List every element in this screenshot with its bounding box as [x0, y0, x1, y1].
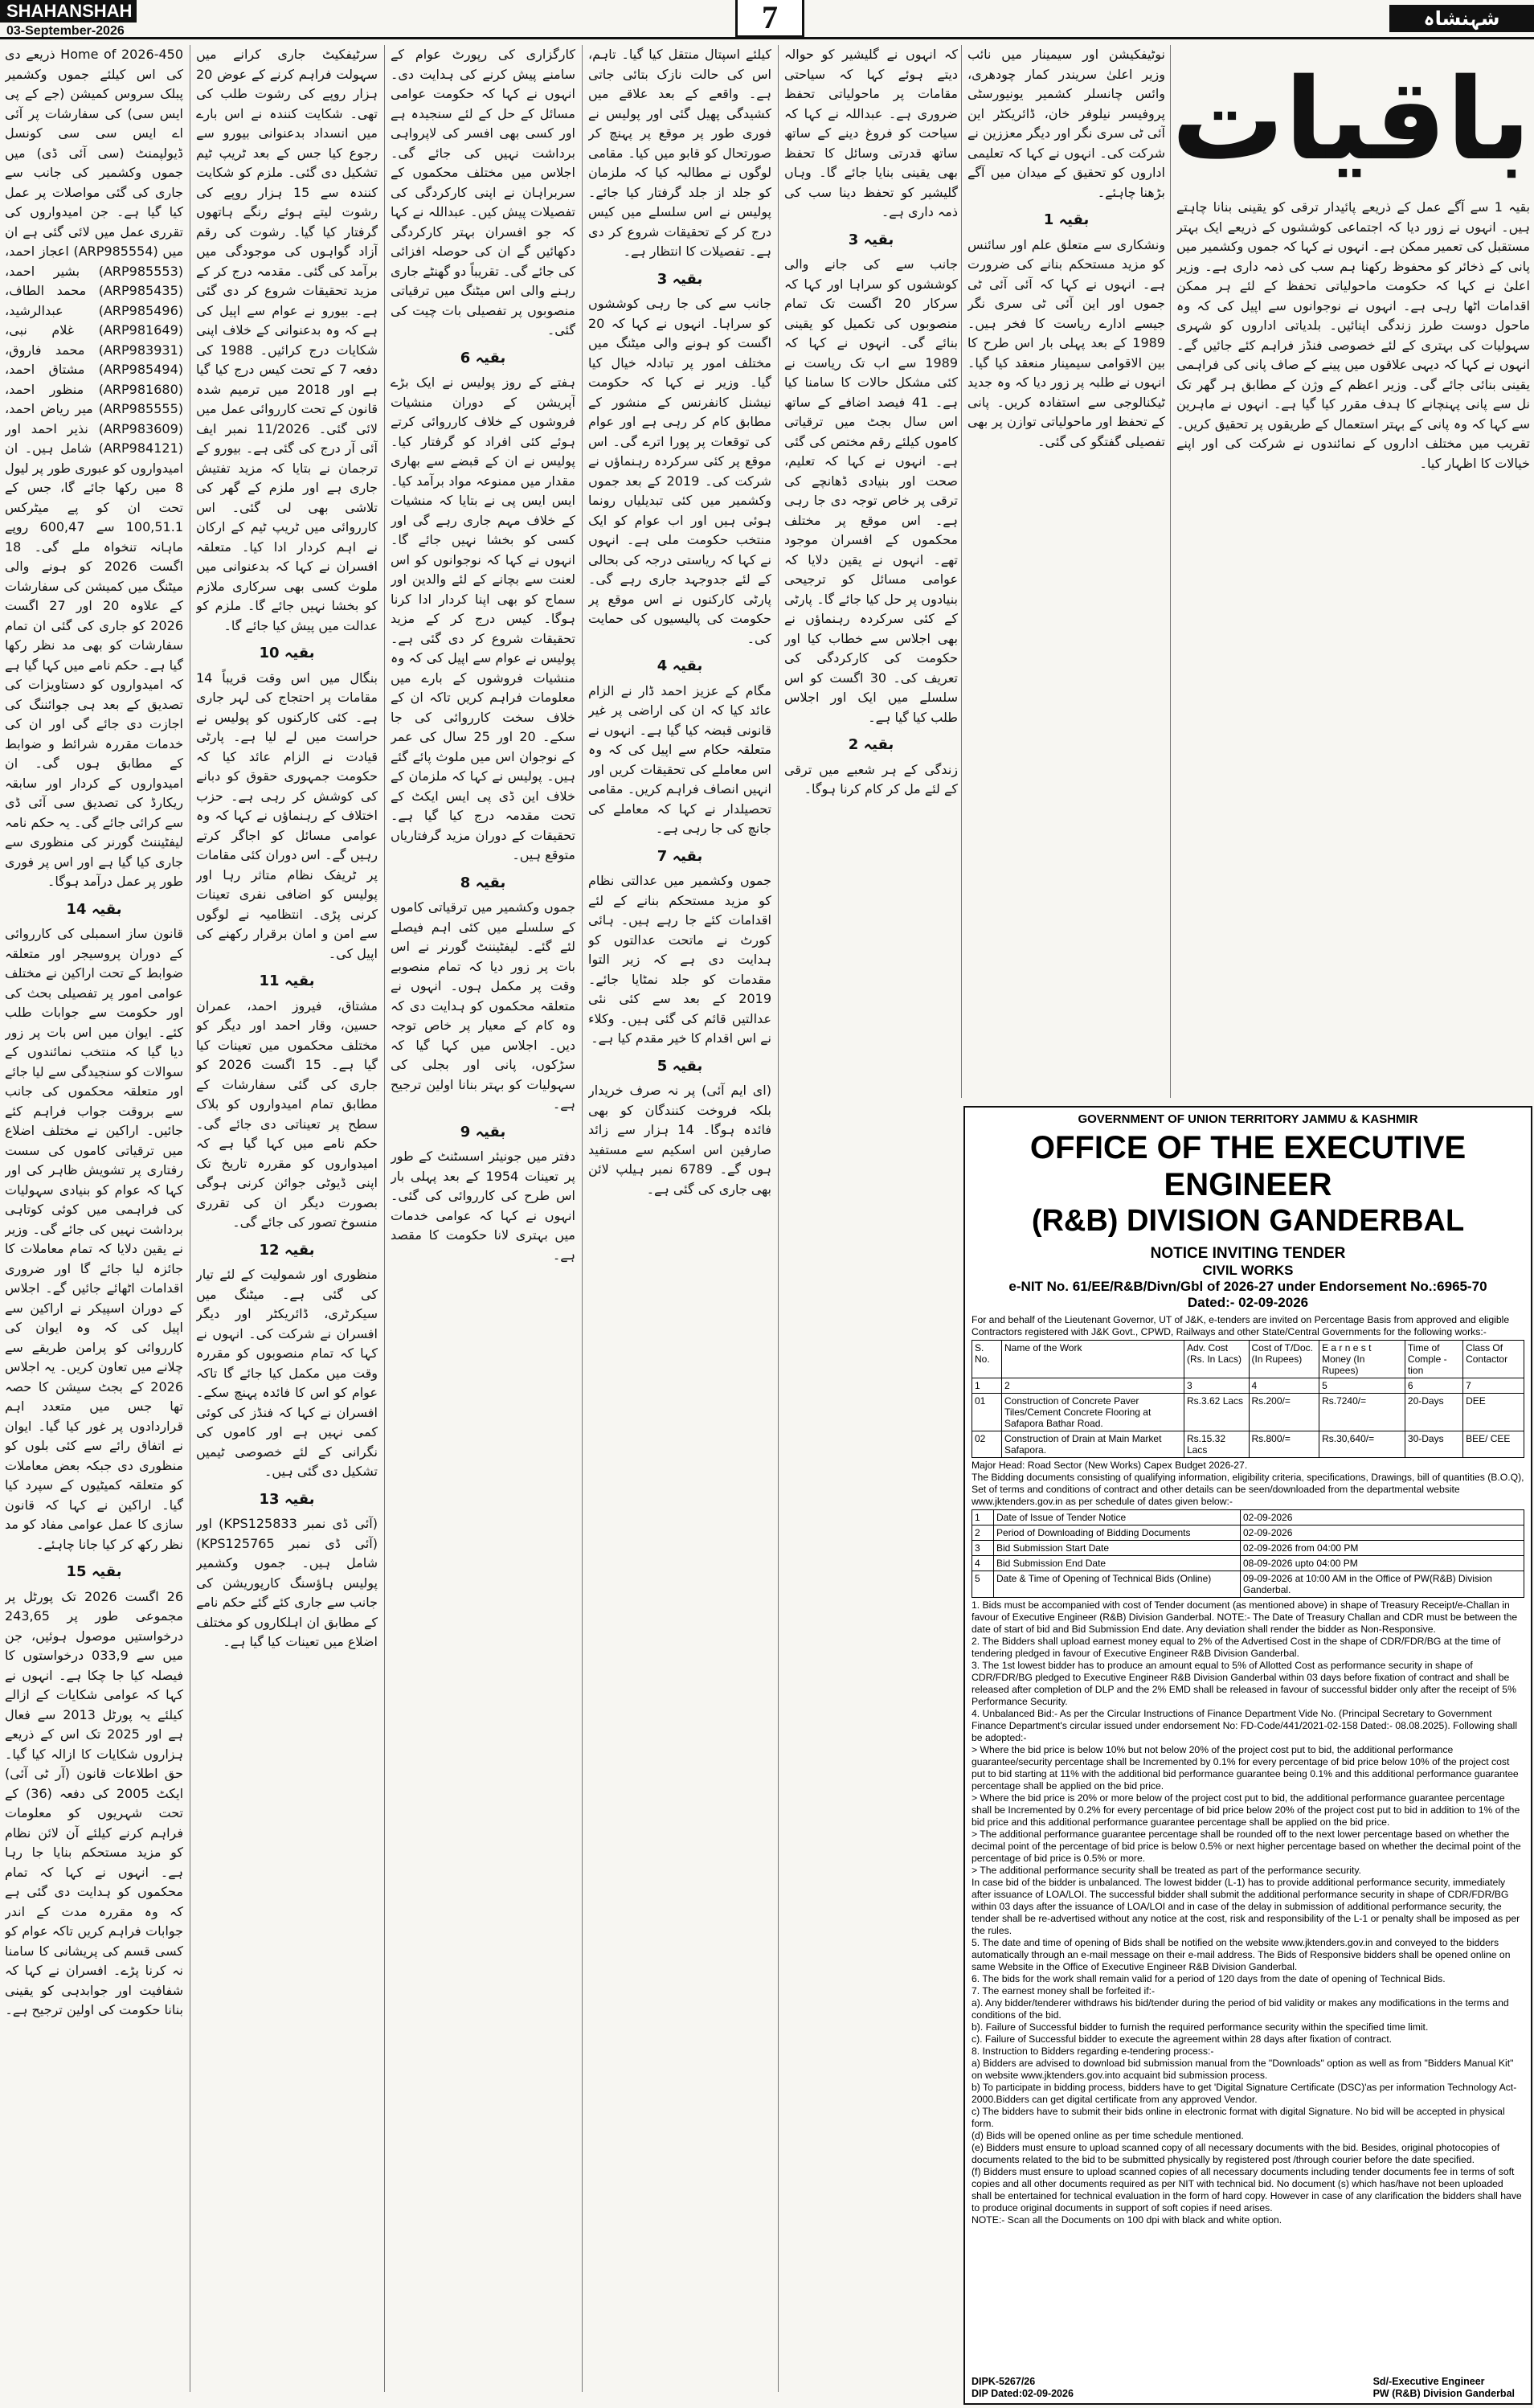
- table-cell: 02: [972, 1431, 1002, 1458]
- section-title: باقیات: [1171, 55, 1531, 186]
- condition-item: (d) Bids will be opened online as per time schedule mentioned.: [972, 2130, 1244, 2141]
- condition-item: 6. The bids for the work shall remain valid for a period of 120 days from the date of opening of Technical Bids.: [972, 1973, 1446, 1984]
- section-heading: بقیہ 1: [1043, 211, 1090, 228]
- table-cell: 4: [972, 1556, 994, 1571]
- signatory-title: Sd/-Executive Engineer: [1372, 2376, 1485, 2387]
- table-cell: 02-09-2026 from 04:00 PM: [1241, 1541, 1524, 1556]
- article-paragraph: مگام کے عزیز احمد ڈار نے الزام عائد کیا کہ ان کی اراضی پر غیر قانونی قبضہ کیا گیا ہے۔ انہوں نے متعلقہ حکام سے اپیل کی کہ وہ اس معاملے کی تحقیقات کریں اور انہیں انصاف فراہم کریں۔ مقامی تحصیلدار نے کہا کہ معاملے کی جانچ کی جا رہی ہے۔: [588, 682, 771, 836]
- condition-item: 1. Bids must be accompanied with cost of Tender document (as mentioned above) in shape of Treasury Receipt/e-Challan in favour of Executive Engineer (R&B) Division Ganderbal. NOTE:- The Date of Treasury Challan and CDR must be between the date of start of bid and Bid Submission End date. Any deviation shall render the bidder as Non-Responsive.: [972, 1599, 1518, 1635]
- news-column-1: [5, 45, 183, 2392]
- ad-office-title: OFFICE OF THE EXECUTIVE ENGINEER: [1029, 1130, 1467, 1202]
- ad-major-head: Major Head: Road Sector (New Works) Capex Budget 2026-27.: [972, 1460, 1248, 1471]
- table-row: [972, 1525, 1524, 1541]
- table-cell: Bid Submission Start Date: [994, 1541, 1241, 1556]
- page-number: 7: [735, 0, 804, 38]
- table-cell: Date & Time of Opening of Technical Bids (Online): [994, 1571, 1241, 1598]
- table-cell: Construction of Drain at Main Market Safapora.: [1002, 1431, 1184, 1458]
- article-paragraph: ہفتے کے روز پولیس نے ایک بڑے آپریشن کے دوران منشیات فروشوں کے خلاف کارروائی کرتے ہوئے کئی افراد کو گرفتار کیا۔ پولیس نے ان کے قبضے سے بھاری مقدار میں ممنوعہ مواد برآمد کیا۔ ایس ایس پی نے بتایا کہ منشیات کے خلاف مہم جاری رہے گی اور کسی کو بخشا نہیں جائے گا۔ انہوں نے کہا کہ نوجوانوں کو اس لعنت سے بچانے کے لئے والدین اور سماج کو بھی اپنا کردار ادا کرنا ہوگا۔ کیس درج کر کے مزید تحقیقات شروع کر دی گئی ہے۔ پولیس نے عوام سے اپیل کی کہ وہ منشیات فروشوں کے بارے میں معلومات فراہم کریں تاکہ ان کے خلاف سخت کارروائی کی جا سکے۔ 20 اور 25 سال کی عمر کے نوجوان اس میں ملوث پائے گئے ہیں۔ پولیس نے کہا کہ ملزمان کے خلاف این ڈی پی ایس ایکٹ کے تحت مقدمہ درج کیا گیا ہے۔ تحقیقات کے دوران مزید گرفتاریاں متوقع ہیں۔: [391, 375, 575, 862]
- dip-dated: DIP Dated:02-09-2026: [972, 2388, 1074, 2399]
- table-cell: 3: [972, 1541, 994, 1556]
- table-cell: Rs.15.32 Lacs: [1184, 1431, 1250, 1458]
- condition-item: > The additional performance guarantee percentage shall be rounded off to the next lower percentage based on whether the decimal point of the percentage of bid price is below 0.5% or next higher percentage based on whether the decimal point of the percentage of bid price is 0.5% or more.: [972, 1829, 1521, 1864]
- condition-item: 2. The Bidders shall upload earnest money equal to 2% of the Advertised Cost in the shape of CDR/FDR/BG at the time of tendering pledged in favour of Executive Engineer R&B Division Ganderbal.: [972, 1636, 1501, 1659]
- ad-works-title: CIVIL WORKS: [1202, 1263, 1294, 1278]
- condition-item: > Where the bid price is 20% or more below of the project cost put to bid, the additional performance guarantee percentage shall be Incremented by 0.2% for every percentage of bid price below 20% of the project cost put to bid in addition to 1% of the bid price and this additional performance guarantee percentage shall be applied on the bid price.: [972, 1792, 1520, 1828]
- table-cell: 2: [1002, 1378, 1184, 1394]
- condition-item: b) To participate in bidding process, bidders have to get 'Digital Signature Certificate (DSC)'as per information Technology Act-2000.Bidders can get digital certificate from any approved Vendor.: [972, 2082, 1517, 2105]
- table-header-cell: Time of Comple -tion: [1405, 1341, 1462, 1378]
- table-cell: 30-Days: [1405, 1431, 1462, 1458]
- ad-enit-number: e-NIT No. 61/EE/R&B/Divn/Gbl of 2026-27 under Endorsement No.:6965-70: [1008, 1279, 1487, 1294]
- section-heading: بقیہ 14: [66, 900, 122, 918]
- news-column-3: [391, 45, 575, 2392]
- table-header-cell: Adv. Cost (Rs. In Lacs): [1184, 1341, 1250, 1378]
- column-divider: [384, 45, 385, 2392]
- column-divider: [961, 45, 962, 1098]
- condition-item: 5. The date and time of opening of Bids shall be notified on the website www.jktenders.gov.in and conveyed to the bidders automatically through an e-mail message on their e-mail address. The Bids of Responsive bidders shall be opened online on same Website in the Office of Executive Engineer R&B Division Ganderbal.: [972, 1937, 1511, 1972]
- article-paragraph: Home of 2026-450 ذریعے دی کی اس کیلئے جموں وکشمیر پبلک سروس کمیشن (جے کے پی ایس سی) کی سفارشات پر آئی اے ایس سی سی کونسل ڈیولپمنٹ (سی آئی ڈی) میں جموں وکشمیر کی جانب سے جاری کی گئی مواصلات پر عمل کیا گیا ہے۔ جن امیدواروں کی تقرری عمل میں لائی گئی ہے ان میں (ARP985554) اعجاز احمد، (ARP985553) بشیر احمد، (ARP985435) محمد الطاف، (ARP985496) عبدالرشید، (ARP981649) غلام نبی، (ARP983931) محمد فاروق، (ARP985494) مشتاق احمد، (ARP981680) منظور احمد، (ARP985555) میر ریاض احمد، (ARP983609) نذیر احمد اور (ARP984121) شامل ہیں۔ ان امیدواروں کو عبوری طور پر لیول 8 میں رکھا جائے گا، جس کے تحت ان کو پے میٹرکس 100,51.1 سے 600,47 روپے ماہانہ تنخواہ ملے گی۔ 18 اگست 2026 کو ہونے والی میٹنگ میں کمیشن کی سفارشات کے علاوہ 20 اور 27 اگست 2026 کو جاری کی گئی ان تمام سفارشات کو بھی مد نظر رکھا گیا ہے۔ حکم نامے میں کہا گیا ہے کہ امیدواروں کو دستاویزات کی تصدیق کے بعد ہی جوائننگ کی اجازت دی جائے گی اور ان کی خدمات مقررہ شرائط و ضوابط کے مطابق ہوں گی۔ ان امیدواروں کے کردار اور سابقہ ریکارڈ کی تصدیق سی آئی ڈی سے کرائی جائے گی۔ یہ حکم نامہ لیفٹیننٹ گورنر کی منظوری سے جاری کیا گیا ہے اور اس پر فوری طور پر عمل درآمد ہوگا۔: [5, 47, 183, 889]
- table-header-cell: Name of the Work: [1002, 1341, 1184, 1378]
- condition-item: In case bid of the bidder is unbalanced. The lowest bidder (L-1) has to provide additional performance security, immediately after issuance of LOA/LOI. The successful bidder shall submit the additional performance security in shape of CDR/FDR/BG within 03 days after the issuance of LOA/LOI and in case of the delay in submission of additional performance security, the tender shall be re-advertised without any notice at the cost, risk and responsibility of the L-1 or penalty shall be imposed as per the rules.: [972, 1877, 1520, 1936]
- condition-item: NOTE:- Scan all the Documents on 100 dpi with black and white option.: [972, 2214, 1282, 2226]
- ad-government-line: GOVERNMENT OF UNION TERRITORY JAMMU & KASHMIR: [1078, 1112, 1418, 1126]
- table-cell: Rs.200/=: [1249, 1394, 1319, 1431]
- table-row: [972, 1394, 1524, 1431]
- table-cell: Date of Issue of Tender Notice: [994, 1510, 1241, 1525]
- table-header-cell: Cost of T/Doc. (In Rupees): [1249, 1341, 1319, 1378]
- table-row: [972, 1431, 1524, 1458]
- works-table-index-row: [972, 1378, 1524, 1394]
- condition-item: c). Failure of Successful bidder to execute the agreement within 28 days after fixation of contract.: [972, 2033, 1392, 2045]
- column-divider: [582, 45, 583, 2392]
- brand-urdu: شہنشاہ: [1389, 5, 1534, 32]
- table-cell: 7: [1463, 1378, 1524, 1394]
- news-column-7: [1176, 198, 1530, 1098]
- condition-item: (e) Bidders must ensure to upload scanned copy of all necessary documents with the bid. Besides, original photocopies of documents related to the bid to be submitted physically by registered post /through courier before the date specified.: [972, 2142, 1500, 2165]
- condition-item: a). Any bidder/tenderer withdraws his bid/tender during the period of bid validity or makes any modifications in the terms and conditions of the bid.: [972, 1997, 1509, 2021]
- article-paragraph: 26 اگست 2026 تک پورٹل پر مجموعی طور پر 243,65 درخواستیں موصول ہوئیں، جن میں سے 033,9 درخواستوں کا فیصلہ کیا جا چکا ہے۔ انہوں نے کہا کہ عوامی شکایات کے ازالے کیلئے یہ پورٹل 2013 سے فعال ہے اور 2025 تک اس کے ذریعے ہزاروں شکایات کا ازالہ کیا گیا۔ حق اطلاعات قانون (آر ٹی آئی) ایکٹ 2005 کی دفعہ (36) کے تحت شہریوں کو معلومات فراہم کرنے کیلئے آن لائن نظام کو مزید مستحکم بنایا جا رہا ہے۔ انہوں نے کہا کہ تمام محکموں کو ہدایت دی گئی ہے کہ وہ مقررہ مدت کے اندر جوابات فراہم کریں تاکہ عوام کو کسی قسم کی پریشانی کا سامنا نہ کرنا پڑے۔ افسران نے کہا کہ شفافیت اور جوابدہی کو یقینی بنانا حکومت کی اولین ترجیح ہے۔: [5, 1588, 183, 2017]
- table-cell: Rs.3.62 Lacs: [1184, 1394, 1250, 1431]
- article-paragraph: ونشکاری سے متعلق علم اور سائنس کو مزید مستحکم بنانے کی ضرورت ہے۔ انہوں نے کہا کہ آئی آئی ٹی جموں اور این آئی ٹی سری نگر جیسے ادارے ریاست کا فخر ہیں۔ 1989 کے بعد پہلی بار اس طرح کا بین الاقوامی سیمینار منعقد کیا گیا۔ انہوں نے طلبہ پر زور دیا کہ وہ جدید ٹیکنالوجی سے استفادہ کریں۔ پانی کے تحفظ اور ماحولیاتی توازن پر بھی تفصیلی گفتگو کی گئی۔: [967, 236, 1165, 449]
- section-heading: بقیہ 4: [657, 657, 703, 674]
- section-heading: بقیہ 13: [259, 1490, 315, 1508]
- article-paragraph: کارگزاری کی رپورٹ عوام کے سامنے پیش کرنے کی ہدایت دی۔ انہوں نے کہا کہ حکومت عوامی مسائل کے حل کے لئے سنجیدہ ہے اور کسی بھی افسر کی لاپرواہی برداشت نہیں کی جائے گی۔ اجلاس میں مختلف محکموں کے سربراہان نے اپنی کارکردگی کی تفصیلات پیش کیں۔ عبداللہ نے کہا کہ جو افسران بہتر کارکردگی دکھائیں گے ان کی حوصلہ افزائی کی جائے گی۔ تقریباً دو گھنٹے جاری رہنے والی اس میٹنگ میں ترقیاتی منصوبوں پر تفصیلی بات چیت کی گئی۔: [391, 47, 575, 338]
- tender-advertisement: [963, 1106, 1532, 2405]
- condition-item: a) Bidders are advised to download bid submission manual from the "Downloads" option as well as from "Bidders Manual Kit" on website www.jktenders.gov.into acquaint bid submission process.: [972, 2058, 1514, 2081]
- table-header-cell: Class Of Contactor: [1463, 1341, 1524, 1378]
- table-cell: 01: [972, 1394, 1002, 1431]
- table-row: [972, 1541, 1524, 1556]
- page-header: [0, 0, 1534, 39]
- table-row: [972, 1556, 1524, 1571]
- article-paragraph: جموں وکشمیر میں ترقیاتی کاموں کے سلسلے میں کئی اہم فیصلے لئے گئے۔ لیفٹیننٹ گورنر نے اس بات پر زور دیا کہ تمام منصوبے وقت پر مکمل ہوں۔ انہوں نے متعلقہ محکموں کو ہدایت دی کہ وہ کام کے معیار پر خاص توجہ دیں۔ اجلاس میں کہا گیا کہ سڑکوں، پانی اور بجلی کی سہولیات کو بہتر بنانا اولین ترجیح ہے۔: [391, 899, 575, 1112]
- condition-item: 3. The 1st lowest bidder has to produce an amount equal to 5% of Allotted Cost as performance security in shape of CDR/FDR/BG pledged to Executive Engineer R&B Division Ganderbal within 03 days before fixation of contract and shall be released after completion of DLP and the 2% EMD shall be released in favour of successful bidder only after the receipt of 5% Performance Security.: [972, 1660, 1516, 1707]
- table-cell: 1: [972, 1378, 1002, 1394]
- table-cell: BEE/ CEE: [1463, 1431, 1524, 1458]
- section-heading: بقیہ 7: [657, 847, 703, 865]
- table-cell: 6: [1405, 1378, 1462, 1394]
- section-heading: بقیہ 5: [657, 1057, 703, 1075]
- table-header-cell: S. No.: [972, 1341, 1002, 1378]
- ad-body: [965, 1314, 1531, 2226]
- works-table-header: [972, 1341, 1524, 1378]
- condition-item: > Where the bid price is below 10% but not below 20% of the project cost put to bid, the additional performance guarantee/security percentage shall be Incremented by 0.1% for every percentage of bid price below 10% of the project cost put to bid starting at 11% with the additional bid performance guarantee being 0.1% and this additional performance guarantee percentage shall be applied on the bid price.: [972, 1744, 1519, 1792]
- news-column-2: [196, 45, 378, 2392]
- ad-dated: Dated:- 02-09-2026: [1187, 1295, 1309, 1310]
- issue-date: 03-September-2026: [6, 24, 125, 38]
- schedule-table: [972, 1509, 1524, 1598]
- condition-item: 8. Instruction to Bidders regarding e-tendering process:-: [972, 2046, 1214, 2057]
- table-cell: Rs.30,640/=: [1319, 1431, 1405, 1458]
- section-heading: بقیہ 9: [460, 1123, 506, 1141]
- table-cell: 1: [972, 1510, 994, 1525]
- condition-item: 4. Unbalanced Bid:- As per the Circular Instructions of Finance Department Vide No. (Principal Secretary to Government Finance Department's circular issued under endorsement No: FD-Code/441/2021-02-158 Dated:- 08.08.2025). Following shall be adopted:-: [972, 1708, 1518, 1743]
- article-paragraph: (آئی ڈی نمبر KPS125833) اور (آئی ڈی نمبر KPS125765) شامل ہیں۔ جموں وکشمیر پولیس ہاؤسنگ کارپوریشن کی جانب سے جاری کئے گئے حکم نامے کے مطابق ان اہلکاروں کو مختلف اضلاع میں تعینات کیا گیا ہے۔: [196, 1516, 378, 1649]
- table-cell: Rs.800/=: [1249, 1431, 1319, 1458]
- section-heading: بقیہ 3: [848, 231, 894, 248]
- column-divider: [778, 45, 779, 2392]
- article-paragraph: جانب سے کی جانے والی کوششوں کو سراہا اور کہا کہ سرکار 20 اگست تک تمام منصوبوں کی تکمیل کو یقینی بنائے گی۔ انہوں نے کہا کہ 1989 سے اب تک ریاست نے کئی مشکل حالات کا سامنا کیا ہے۔ 41 فیصد اضافے کے ساتھ اس سال بجٹ میں ترقیاتی کاموں کیلئے رقم مختص کی گئی ہے۔ انہوں نے کہا کہ تعلیم، صحت اور بنیادی ڈھانچے کی ترقی پر خاص توجہ دی جا رہی ہے۔ اس موقع پر مختلف محکموں کے افسران موجود تھے۔ انہوں نے یقین دلایا کہ عوامی مسائل کو ترجیحی بنیادوں پر حل کیا جائے گا۔ پارٹی کے کئی سرکردہ رہنماؤں نے بھی اجلاس سے خطاب کیا اور حکومت کی کارکردگی کی تعریف کی۔ 30 اگست کو اس سلسلے میں ایک اور اجلاس طلب کیا گیا ہے۔: [784, 256, 958, 725]
- section-heading: بقیہ 10: [259, 645, 315, 661]
- article-paragraph: زندگی کے ہر شعبے میں ترقی کے لئے مل کر کام کرنا ہوگا۔: [784, 761, 958, 797]
- table-cell: 5: [972, 1571, 994, 1598]
- signatory-office: PW (R&B) Division Ganderbal: [1372, 2388, 1515, 2399]
- article-paragraph: قانون ساز اسمبلی کی کارروائی کے دوران پروسیجر اور متعلقہ ضوابط کے تحت اراکین نے مختلف عوامی امور پر تفصیلی بحث کی اور حکومت سے جوابات طلب کئے۔ ایوان میں اس بات پر زور دیا گیا کہ منتخب نمائندوں کے سوالات کو سنجیدگی سے لیا جائے اور متعلقہ محکموں کی جانب سے بروقت جواب فراہم کئے جائیں۔ اراکین نے مختلف اضلاع میں ترقیاتی کاموں کی سست رفتاری پر تشویش ظاہر کی اور کہا کہ عوام کو بنیادی سہولیات کی فراہمی میں کوئی کوتاہی برداشت نہیں کی جائے گی۔ وزیر نے یقین دلایا کہ تمام معاملات کا جائزہ لیا جائے گا اور ضروری اقدامات اٹھائے جائیں گے۔ اجلاس کے دوران اسپیکر نے اراکین سے اپیل کی کہ وہ ایوان کی کارروائی کو پرامن طریقے سے چلانے میں تعاون کریں۔ یہ اجلاس 2026 کے بجٹ سیشن کا حصہ تھا جس میں متعدد اہم قراردادوں پر غور کیا گیا۔ ایوان نے اتفاق رائے سے کئی بلوں کو منظوری دی جبکہ بعض معاملات کو متعلقہ کمیٹیوں کے سپرد کیا گیا۔ اراکین نے کہا کہ قانون سازی کا عمل عوامی مفاد کو مد نظر رکھ کر کیا جانا چاہئے۔: [5, 926, 183, 1552]
- brand-english: SHAHANSHAH: [0, 0, 137, 23]
- ad-intro: For and behalf of the Lieutenant Governor, UT of J&K, e-tenders are invited on Percentage Basis from approved and eligible Contractors registered with J&K Govt., CPWD, Railways and other State/Central Governments for the following works:-: [972, 1314, 1510, 1337]
- table-cell: Rs.7240/=: [1319, 1394, 1405, 1431]
- table-row: [972, 1510, 1524, 1525]
- article-paragraph: بقیہ 1 سے آگے عمل کے ذریعے پائیدار ترقی کو یقینی بنانا چاہتے ہیں۔ انہوں نے زور دیا کہ اجتماعی کوششوں کے ذریعے ایک بہتر مستقبل کی تعمیر ممکن ہے۔ انہوں نے کہا کہ جموں وکشمیر میں پانی کے ذخائر کو محفوظ رکھنا ہم سب کی ذمہ داری ہے۔ وزیر اعلیٰ نے کہا کہ حکومت ماحولیاتی تحفظ کے لئے ہر ممکن اقدامات اٹھا رہی ہے۔ انہوں نے نوجوانوں سے اپیل کی کہ وہ ماحول دوست طرز زندگی اپنائیں۔ بلدیاتی اداروں کو شہری سہولیات کی بہتری کے لئے خصوصی فنڈز فراہم کئے جائیں گے۔ انہوں نے کہا کہ دیہی علاقوں میں پینے کے صاف پانی کی فراہمی یقینی بنائی جائے گی۔ وزیر اعظم کے وژن کے مطابق ہر گھر تک نل سے پانی پہنچانے کا ہدف مقرر کیا گیا ہے۔ انہوں نے ماہرین سے کہا کہ وہ پانی کے بہتر استعمال کے طریقوں پر تحقیق کریں۔ تقریب میں مختلف اداروں کے نمائندوں نے شرکت کی اور اپنے خیالات کا اظہار کیا۔: [1176, 199, 1530, 471]
- article-paragraph: مشتاق، فیروز احمد، عمران حسین، وقار احمد اور دیگر کو مختلف محکموں میں تعینات کیا گیا ہے۔ 15 اگست 2026 کو جاری کی گئی سفارشات کے مطابق تمام امیدواروں کو بلاک سطح پر تعیناتی دی جائے گی۔ حکم نامے میں کہا گیا ہے کہ امیدواروں کو مقررہ تاریخ تک اپنی ڈیوٹی جوائن کرنی ہوگی بصورت دیگر ان کی تقرری منسوخ تصور کی جائے گی۔: [196, 997, 378, 1230]
- section-heading: بقیہ 11: [259, 973, 315, 989]
- article-paragraph: جموں وکشمیر میں عدالتی نظام کو مزید مستحکم بنانے کے لئے اقدامات کئے جا رہے ہیں۔ ہائی کورٹ نے ماتحت عدالتوں کو ہدایت دی ہے کہ زیر التوا مقدمات کو جلد نمٹایا جائے۔ 2019 کے بعد سے کئی نئی عدالتیں قائم کی گئی ہیں۔ وکلاء نے اس اقدام کا خیر مقدم کیا ہے۔: [588, 873, 771, 1046]
- works-table: [972, 1340, 1524, 1458]
- table-cell: 2: [972, 1525, 994, 1541]
- section-heading: بقیہ 6: [460, 349, 506, 367]
- article-paragraph: نوٹیفکیشن اور سیمینار میں نائب وزیر اعلیٰ سریندر کمار چودھری، وائس چانسلر کشمیر یونیورسٹی پروفیسر نیلوفر خان، ڈائریکٹر این آئی ٹی سری نگر اور دیگر معززین نے شرکت کی۔ انہوں نے کہا کہ تعلیمی اداروں کو تحقیق کے میدان میں آگے بڑھنا چاہئے۔: [967, 47, 1165, 200]
- article-paragraph: جانب سے کی جا رہی کوششوں کو سراہا۔ انہوں نے کہا کہ 20 اگست کو ہونے والی میٹنگ میں مختلف امور پر تبادلہ خیال کیا گیا۔ وزیر نے کہا کہ حکومت نیشنل کانفرنس کے منشور کے مطابق کام کر رہی ہے اور عوام کی توقعات پر پورا اترے گی۔ اس موقع پر کئی سرکردہ رہنماؤں نے شرکت کی۔ 2019 کے بعد جموں وکشمیر میں کئی تبدیلیاں رونما ہوئی ہیں اور اب عوام کو ایک منتخب حکومت ملی ہے۔ انہوں نے کہا کہ ریاستی درجہ کی بحالی کے لئے جدوجہد جاری رہے گی۔ پارٹی کارکنوں نے اس موقع پر حکومت کی پالیسیوں کی حمایت کی۔: [588, 296, 771, 646]
- table-cell: 3: [1184, 1378, 1250, 1394]
- table-cell: 20-Days: [1405, 1394, 1462, 1431]
- table-cell: 02-09-2026: [1241, 1510, 1524, 1525]
- article-paragraph: سرٹیفکیٹ جاری کرانے میں سہولت فراہم کرنے کے عوض 20 ہزار روپے کی رشوت طلب کی تھی۔ شکایت کنندہ نے اس بارے میں انسداد بدعنوانی بیورو سے رجوع کیا جس کے بعد ٹریپ ٹیم تشکیل دی گئی۔ ملزم کو شکایت کنندہ سے 15 ہزار روپے کی رشوت لیتے ہوئے رنگے ہاتھوں گرفتار کیا گیا۔ رشوت کی رقم آزاد گواہوں کی موجودگی میں برآمد کی گئی۔ مقدمہ درج کر کے مزید تحقیقات شروع کر دی گئی ہے۔ بیورو نے عوام سے اپیل کی ہے کہ وہ بدعنوانی کے خلاف اپنی شکایات درج کرائیں۔ 1988 کی دفعہ 7 کے تحت کیس درج کیا گیا ہے اور 2018 میں ترمیم شدہ قانون کے تحت کارروائی عمل میں لائی گئی۔ 11/2026 نمبر ایف آئی آر درج کی گئی ہے۔ بیورو کے ترجمان نے بتایا کہ مزید تفتیش جاری ہے اور ملزم کے گھر کی تلاشی بھی لی گئی۔ اس کارروائی میں ٹریپ ٹیم کے ارکان نے اہم کردار ادا کیا۔ متعلقہ افسران نے کہا کہ بدعنوانی میں ملوث کسی بھی سرکاری ملازم کو بخشا نہیں جائے گا۔ ملزم کو عدالت میں پیش کیا جائے گا۔: [196, 47, 378, 633]
- article-paragraph: منظوری اور شمولیت کے لئے تیار کی گئی ہے۔ میٹنگ میں سیکرٹری، ڈائریکٹر اور دیگر افسران نے شرکت کی۔ انہوں نے کہا کہ تمام منصوبوں کو مقررہ وقت میں مکمل کیا جائے گا تاکہ عوام کو اس کا فائدہ پہنچ سکے۔ افسران نے کہا کہ فنڈز کی کوئی کمی نہیں ہے اور کاموں کی نگرانی کے لئے خصوصی ٹیمیں تشکیل دی گئی ہیں۔: [196, 1267, 378, 1479]
- table-cell: Period of Downloading of Bidding Documents: [994, 1525, 1241, 1541]
- table-cell: DEE: [1463, 1394, 1524, 1431]
- table-cell: Bid Submission End Date: [994, 1556, 1241, 1571]
- table-cell: 5: [1319, 1378, 1405, 1394]
- article-paragraph: کیلئے اسپتال منتقل کیا گیا۔ تاہم، اس کی حالت نازک بتائی جاتی ہے۔ واقعے کے بعد علاقے میں کشیدگی پھیل گئی اور پولیس نے فوری طور پر موقع پر پہنچ کر صورتحال کو قابو میں کیا۔ مقامی لوگوں نے مطالبہ کیا کہ ملزمان کو جلد از جلد گرفتار کیا جائے۔ پولیس نے اس سلسلے میں کیس درج کر کے تحقیقات شروع کر دی ہے۔ تفصیلات کا انتظار ہے۔: [588, 47, 771, 259]
- section-heading: بقیہ 12: [259, 1241, 315, 1259]
- article-paragraph: کہ انہوں نے گلیشیر کو حوالہ دیتے ہوئے کہا کہ سیاحتی مقامات پر ماحولیاتی تحفظ ضروری ہے۔ عبداللہ نے کہا کہ سیاحت کو فروغ دینے کے ساتھ ساتھ قدرتی وسائل کا تحفظ بھی یقینی بنایا جائے گا۔ وہاں گلیشیر کو تحفظ دینا سب کی ذمہ داری ہے۔: [784, 47, 958, 219]
- section-heading: بقیہ 15: [66, 1563, 122, 1580]
- table-cell: 08-09-2026 upto 04:00 PM: [1241, 1556, 1524, 1571]
- news-column-4: [588, 45, 771, 2392]
- column-divider: [1170, 45, 1171, 1098]
- section-heading: بقیہ 2: [848, 736, 894, 753]
- condition-item: (f) Bidders must ensure to upload scanned copies of all necessary documents including tender documents fee in terms of soft copies and all other documents required as per NIT with technical bid. No document (s) which has/have not been uploaded shall be entertained for technical evaluation in the form of hard copy. However in case of any clarification the bidders shall have to produce original documents in support of soft copies if need arises.: [972, 2166, 1522, 2213]
- article-paragraph: بنگال میں اس وقت قریباً 14 مقامات پر احتجاج کی لہر جاری ہے۔ کئی کارکنوں کو پولیس نے حراست میں لے لیا ہے۔ پارٹی قیادت نے الزام عائد کیا کہ حکومت جمہوری حقوق کو دبانے کی کوشش کر رہی ہے۔ حزب اختلاف کے رہنماؤں نے کہا کہ وہ عوامی مسائل کو اجاگر کرتے رہیں گے۔ اس دوران کئی مقامات پر ٹریفک نظام متاثر رہا اور پولیس کو اضافی نفری تعینات کرنی پڑی۔ انتظامیہ نے لوگوں سے امن و امان برقرار رکھنے کی اپیل کی۔: [196, 670, 378, 961]
- dipk-number: DIPK-5267/26: [972, 2376, 1036, 2387]
- table-row: [972, 1571, 1524, 1598]
- article-paragraph: (ای ایم آئی) پر نہ صرف خریدار بلکہ فروخت کنندگان کو بھی فائدہ ہوگا۔ 14 ہزار سے زائد صارفین اس اسکیم سے مستفید ہوں گے۔ 6789 نمبر ہیلپ لائن بھی جاری کی گئی ہے۔: [588, 1083, 771, 1197]
- condition-item: b). Failure of Successful bidder to furnish the required performance security within the specified time limit.: [972, 2021, 1429, 2033]
- ad-nit-title: NOTICE INVITING TENDER: [1150, 1245, 1346, 1262]
- table-header-cell: E a r n e s t Money (In Rupees): [1319, 1341, 1405, 1378]
- table-cell: 09-09-2026 at 10:00 AM in the Office of PW(R&B) Division Ganderbal.: [1241, 1571, 1524, 1598]
- condition-item: 7. The earnest money shall be forfeited if:-: [972, 1985, 1156, 1996]
- condition-item: > The additional performance security shall be treated as part of the performance security.: [972, 1865, 1361, 1876]
- article-paragraph: دفتر میں جونیئر اسسٹنٹ کے طور پر تعینات 1954 کے بعد پہلی بار اس طرح کی کارروائی کی گئی۔ انہوں نے کہا کہ عوامی خدمات میں بہتری لانا حکومت کا مقصد ہے۔: [391, 1149, 575, 1263]
- ad-bidding-docs: The Bidding documents consisting of qualifying information, eligibility criteria, specifications, Drawings, bill of quantities (B.O.Q), Set of terms and conditions of contract and other details can be seen/downloaded from the departmental website www.jktenders.gov.in as per schedule of dates given below:-: [972, 1472, 1524, 1507]
- table-cell: 4: [1249, 1378, 1319, 1394]
- section-heading: بقیہ 8: [460, 874, 506, 891]
- condition-item: c) The bidders have to submit their bids online in electronic format with digital Signature. No bid will be accepted in physical form.: [972, 2106, 1505, 2129]
- news-column-6: [967, 45, 1165, 1098]
- news-column-5: [784, 45, 958, 1098]
- table-cell: Construction of Concrete Paver Tiles/Cement Concrete Flooring at Safapora Bathar Road.: [1002, 1394, 1184, 1431]
- ad-conditions: [972, 1599, 1524, 2226]
- table-cell: 02-09-2026: [1241, 1525, 1524, 1541]
- section-heading: بقیہ 3: [657, 270, 703, 288]
- ad-division-title: (R&B) DIVISION GANDERBAL: [1031, 1204, 1465, 1238]
